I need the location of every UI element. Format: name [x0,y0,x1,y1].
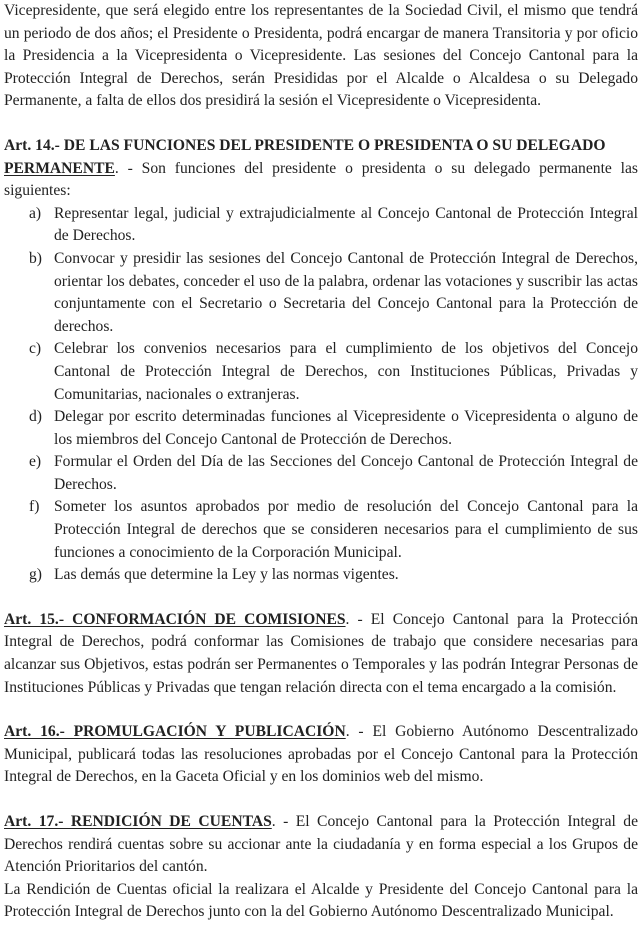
art15-text: . - El Concejo Cantonal para la Protección Integral de Derechos, podrá conformar las Comisiones de trabajo que considere necesarias para alcanzar sus Objetivos, estas podrán ser Permanentes o Temporales y las podrán Integrar Personas de Instituciones Públicas y Privadas que tengan relación directa con el tema encargado a la comisión. [4,610,638,696]
list-item [4,338,638,406]
art14-functions-list [4,203,638,587]
art16-text: . - El Gobierno Autónomo Descentralizado Municipal, publicará todas las resoluciones aprobadas por el Concejo Cantonal para la Protección Integral de Derechos, en la Gaceta Oficial y en los dominios web del mismo. [4,723,638,786]
list-item-text: Someter los asuntos aprobados por medio de resolución del Concejo Cantonal para la Protección Integral de derechos que se consideren necesarios para el cumplimiento de sus funciones a conocimiento de la Corporación Municipal. [54,498,638,561]
paragraph-gap [4,699,638,721]
art16-heading: Art. 16.- PROMULGACIÓN Y PUBLICACIÓN [4,723,346,741]
intro-paragraph: Vicepresidente, que será elegido entre los representantes de la Sociedad Civil, el mismo que tendrá un periodo de dos años; el Presidente o Presidenta, podrá encargar de manera Transitoria y por oficio la Presidencia a la Vicepresidenta o Vicepresidente. Las sesiones del Concejo Cantonal para la Protección Integral de Derechos, serán Presididas por el Alcalde o Alcaldesa o su Delegado Permanente, a falta de ellos dos presidirá la sesión el Vicepresidente o Vicepresidenta. [4,2,638,110]
art14-heading: Art. 14.- DE LAS FUNCIONES DEL PRESIDENTE O PRESIDENTA O SU DELEGADO [4,136,606,154]
art17-paragraph [4,811,638,879]
document-page [4,0,638,924]
list-marker: f) [29,498,40,516]
art15-heading: Art. 15.- CONFORMACIÓN DE COMISIONES [4,610,346,628]
list-marker: e) [29,453,42,471]
list-marker: b) [29,249,42,267]
list-marker: c) [29,340,42,358]
list-item [4,248,638,338]
list-item [4,203,638,248]
paragraph-gap [4,587,638,609]
art15-paragraph [4,609,638,699]
paragraph-gap [4,789,638,811]
list-item-text: Celebrar los convenios necesarios para el cumplimiento de los objetivos del Concejo Cantonal de Protección Integral de Derechos, con Instituciones Públicas, Privadas y Comunitarias, nacionales o extranjeras. [54,340,638,403]
list-marker: a) [29,204,42,222]
art14-heading-underlined: PERMANENTE [4,159,115,177]
art14-intro-text: . - Son funciones del presidente o presidenta o su delegado permanente las siguientes: [4,159,638,200]
art14-paragraph [4,135,638,203]
list-item-text: Convocar y presidir las sesiones del Concejo Cantonal de Protección Integral de Derechos, orientar los debates, conceder el uso de la palabra, ordenar las votaciones y suscribir las actas conjuntamente con el Secretario o Secretaria del Concejo Cantonal para la Protección de derechos. [54,249,638,335]
list-item [4,564,638,587]
art17-heading: Art. 17.- RENDICIÓN DE CUENTAS [4,813,272,830]
list-item-text: Delegar por escrito determinadas funciones al Vicepresidente o Vicepresidenta o alguno de los miembros del Concejo Cantonal de Protección de Derechos. [54,408,638,448]
art17-text: . - El Concejo Cantonal para la Protección Integral de Derechos rendirá cuentas sobre su accionar ante la ciudadanía y en forma especial a los Grupos de Atención Prioritarios del cantón. [4,813,638,876]
list-item [4,406,638,451]
art17-paragraph-2: La Rendición de Cuentas oficial la realizara el Alcalde y Presidente del Concejo Cantonal para la Protección Integral de Derechos junto con la del Gobierno Autónomo Descentralizado Municipal. [4,880,638,921]
list-marker: g) [29,566,42,584]
art16-paragraph [4,721,638,789]
list-item [4,451,638,496]
list-item-text: Las demás que determine la Ley y las normas vigentes. [54,566,399,584]
list-marker: d) [29,408,42,426]
list-item-text: Representar legal, judicial y extrajudicialmente al Concejo Cantonal de Protección Integral de Derechos. [54,204,638,245]
list-item [4,496,638,564]
list-item-text: Formular el Orden del Día de las Secciones del Concejo Cantonal de Protección Integral de Derechos. [54,453,638,493]
paragraph-gap [4,113,638,135]
